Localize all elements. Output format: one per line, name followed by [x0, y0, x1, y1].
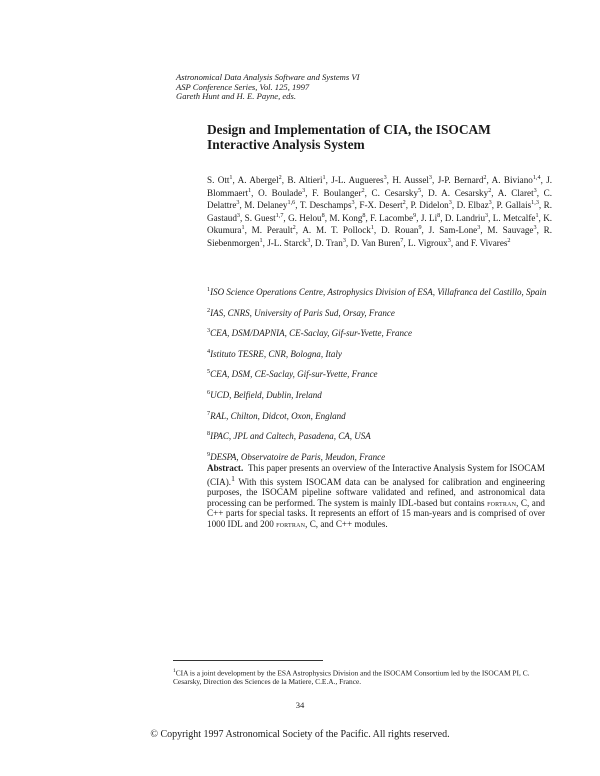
author-affiliation-mark: 1: [322, 174, 326, 181]
footnote-text: CIA is a joint development by the ESA Astrophysics Division and the ISOCAM Consortium led by the ISOCAM PI, C. Cesarsky, Direction des Sciences de la Matiere, C.E.A., France.: [173, 668, 530, 687]
author: [359, 200, 405, 210]
author-name: J-L. Augueres: [331, 175, 384, 186]
author-name: F. Lacombe: [370, 212, 414, 223]
author-name: D. Elbaz: [456, 200, 489, 211]
abstract: [207, 463, 545, 529]
author-affiliation-mark: 9: [413, 211, 417, 219]
author-name: O. Boulade: [258, 187, 303, 198]
author: [372, 188, 422, 198]
author-name: T. Deschamps: [299, 200, 352, 211]
header-line-3: Gareth Hunt and H. E. Payne, eds.: [176, 91, 296, 102]
author-name: R. Gastaud: [207, 200, 553, 223]
author: [300, 200, 355, 210]
author: [245, 213, 284, 223]
author: [408, 238, 451, 248]
affiliation-text: IPAC, JPL and Caltech, Pasadena, CA, USA: [210, 431, 371, 442]
author: [207, 175, 233, 185]
author-name: A. Biviano: [491, 175, 533, 186]
affiliation-text: RAL, Chilton, Didcot, Oxon, England: [210, 410, 346, 421]
author-affiliation-mark: 3: [383, 174, 387, 181]
affiliation-text: CEA, DSM/DAPNIA, CE-Saclay, Gif-sur-Yvette, France: [210, 328, 413, 339]
author-name: J-P. Bernard: [437, 175, 484, 186]
affiliation: [207, 284, 552, 298]
author-name: C. Delattre: [207, 187, 553, 211]
author: [438, 175, 487, 185]
fortran-term: fortran: [276, 518, 306, 529]
author-name: H. Aussel: [392, 175, 429, 186]
affiliation-number: 4: [207, 347, 211, 355]
author-name: C. Cesarsky: [371, 187, 419, 198]
footnote-mark: 1: [231, 473, 235, 483]
author-name: G. Helou: [288, 212, 322, 223]
footnote-number: 1: [173, 668, 176, 674]
author-name: F-X. Desert: [359, 200, 403, 211]
author: [302, 225, 374, 235]
author-name: J. Blommaert: [207, 175, 553, 198]
author-name: S. Guest: [244, 212, 276, 223]
author-name: M. Delaney: [244, 200, 288, 211]
affiliation-text: DESPA, Observatoire de Paris, Meudon, France: [210, 451, 386, 462]
author: [244, 200, 295, 210]
author-name: J. Li: [420, 212, 438, 223]
author-name: L. Vigroux: [407, 238, 448, 249]
author-affiliation-mark: 2: [402, 199, 406, 207]
footnote: [173, 667, 545, 686]
author-name: B. Altieri: [287, 175, 323, 186]
author: [267, 238, 310, 248]
author: [421, 213, 440, 223]
author-name: J. Sam-Lone: [428, 225, 478, 236]
affiliation-text: IAS, CNRS, University of Paris Sud, Orsay, France: [210, 307, 395, 318]
affiliation: [207, 449, 552, 463]
author-name: F. Boulanger: [312, 187, 362, 198]
author-name: L. Metcalfe: [492, 212, 536, 223]
page-number: 34: [295, 700, 305, 710]
author-list: S. Ott$^1$, A. Abergel$^2$, B. Altieri$^1$, J-L. Augueres$^3$, H. Aussel$^3$, J-P. Bernard$^2$, A. Biviano$^{1,4}$, J. Blommaert$^1$, O. Boulade$^3$, F. Boulanger$^2$, C. Cesarsky$^5$, D. A. Cesarsky$^2$, A. Claret$^3$, C. Delattre$^3$, M. Delaney$^{1,6}$, T. Deschamps$^3$, F-X. Desert$^2$, P. Didelon$^3$, D. Elbaz$^3$, P. Gallais$^{1,3}$, R. Gastaud$^3$, S. Guest$^{1,7}$, G. Helou$^8$, M. Kong$^8$, F. Lacombe$^9$, J. Li$^8$, D. Landriu$^3$, L. Metcalfe$^1$, K. Okumura$^1$, M. Perault$^2$, A. M. T. Pollock$^1$, D. Rouan$^9$, J. Sam-Lone$^3$, M. Sauvage$^3$, R. Siebenmorgen$^1$, J-L. Starck$^3$, D. Tran$^3$, D. Van Buren$^7$, L. Vigroux$^3$, and F. Vivares$^2$: [207, 174, 553, 249]
author-affiliation-mark: 2: [488, 186, 492, 194]
author: [288, 213, 325, 223]
author-affiliation-mark: 1: [229, 174, 233, 181]
affiliation-number: 8: [207, 430, 211, 438]
abstract-text-3: , C, and C++ parts for special tasks. It represents an effort of 15 man-years and is comprised of over 1000 IDL and 200: [207, 497, 545, 529]
author-affiliation-mark: 5: [418, 186, 422, 194]
affiliation-text: ISO Science Operations Centre, Astrophysics Division of ESA, Villafranca del Castillo, Spain: [210, 287, 547, 297]
copyright-notice: © Copyright 1997 Astronomical Society of the Pacific. All rights reserved.: [150, 729, 450, 740]
author-name: P. Didelon: [410, 200, 449, 211]
abstract-text-4: , C, and C++ modules.: [305, 518, 388, 529]
author: [258, 188, 305, 198]
author-name: A. M. T. Pollock: [302, 225, 371, 236]
abstract-text-1: This paper presents an overview of the Interactive Analysis System for ISOCAM (CIA).: [207, 463, 546, 487]
affiliation-text: CEA, DSM, CE-Saclay, Gif-sur-Yvette, France: [210, 369, 378, 380]
author-affiliation-mark: 3: [236, 199, 240, 207]
author-affiliation-mark: 1: [370, 224, 374, 232]
author-affiliation-mark: 1: [259, 236, 263, 244]
affiliation-number: 7: [207, 409, 211, 417]
author: [252, 225, 296, 235]
author: [392, 175, 432, 185]
abstract-label: Abstract.: [207, 463, 244, 473]
affiliation-number: 3: [207, 327, 211, 335]
conference-header: [176, 73, 359, 102]
author: [445, 213, 488, 223]
author: [381, 225, 422, 235]
author-affiliation-mark: 1,6: [287, 199, 296, 207]
author: [238, 175, 282, 185]
author-affiliation-mark: 3: [428, 174, 433, 181]
author-affiliation-mark: 2: [361, 186, 365, 194]
author-name: S. Ott: [207, 175, 230, 186]
author-affiliation-mark: 2: [507, 236, 511, 244]
author-name: P. Gallais: [496, 200, 532, 211]
affiliation: [207, 366, 552, 380]
header-line-2: ASP Conference Series, Vol. 125, 1997: [176, 81, 310, 92]
affiliation: [207, 346, 552, 360]
author-name: D. Rouan: [380, 225, 419, 236]
author: [429, 225, 481, 235]
author: [312, 188, 364, 198]
author: [497, 200, 539, 210]
author: [455, 238, 510, 248]
author: [411, 200, 452, 210]
author-name: R. Siebenmorgen: [207, 225, 553, 249]
affiliation-text: Istituto TESRE, CNR, Bologna, Italy: [210, 348, 342, 359]
author-affiliation-mark: 2: [278, 174, 282, 181]
author: [457, 200, 492, 210]
header-line-1: Astronomical Data Analysis Software and Systems VI: [176, 72, 360, 82]
author-name: D. Tran: [314, 238, 343, 249]
author: [315, 238, 346, 248]
affiliation-number: 1: [207, 286, 211, 293]
author-affiliation-mark: 1: [248, 186, 252, 194]
author: [492, 175, 541, 185]
author-name: M. Kong: [329, 212, 363, 223]
author-affiliation-mark: 1: [535, 211, 539, 219]
author: [493, 213, 539, 223]
author-name: J-L. Starck: [267, 238, 308, 249]
author-affiliation-mark: 3: [236, 211, 240, 219]
author-affiliation-mark: 1,7: [275, 211, 284, 219]
author-name: A. Claret: [497, 187, 534, 198]
author-affiliation-mark: 8: [321, 211, 325, 219]
author-affiliation-mark: 8: [362, 211, 366, 219]
author-affiliation-mark: 2: [483, 174, 487, 181]
author: [487, 225, 536, 235]
footnote-rule: [173, 660, 323, 661]
author: [350, 238, 403, 248]
author-affiliation-mark: 3: [448, 199, 452, 207]
author-name: M. Perault: [251, 225, 293, 236]
affiliation: [207, 305, 552, 319]
author-name: D. Landriu: [444, 212, 486, 223]
title-line-1: Design and Implementation of CIA, the ISOCAM: [207, 122, 491, 137]
author-affiliation-mark: 3: [533, 186, 537, 194]
affiliation-number: 2: [207, 306, 211, 314]
author-affiliation-mark: 7: [400, 236, 404, 244]
affiliation-number: 5: [207, 368, 211, 376]
author-affiliation-mark: 3: [351, 199, 355, 207]
author-affiliation-mark: 3: [342, 236, 346, 244]
author-affiliation-mark: 1: [241, 224, 245, 232]
author: [370, 213, 416, 223]
author: [498, 188, 537, 198]
author-name: K. Okumura: [207, 212, 553, 236]
affiliation: [207, 408, 552, 422]
fortran-term: fortran: [487, 497, 517, 508]
author-affiliation-mark: 3: [485, 211, 489, 219]
author-affiliation-mark: 3: [447, 236, 451, 244]
author-name: and F. Vivares: [455, 238, 508, 249]
author: [287, 175, 325, 185]
author-affiliation-mark: 8: [437, 211, 441, 219]
author-name: M. Sauvage: [487, 225, 534, 236]
affiliation: [207, 387, 552, 401]
affiliation: [207, 325, 552, 339]
author-affiliation-mark: 9: [418, 224, 422, 232]
affiliation-number: 6: [207, 388, 211, 396]
author-affiliation-mark: 3: [307, 236, 311, 244]
author: [329, 213, 365, 223]
affiliation-number: 9: [207, 450, 211, 458]
abstract-text-2: With this system ISOCAM data can be analysed for calibration and engineering purposes, the ISOCAM pipeline software validated and refined, and astronomical data processing can be performed. The system is mainly IDL-based but contains: [207, 476, 545, 508]
author: [428, 188, 491, 198]
author: [331, 175, 386, 185]
author-affiliation-mark: 1,4: [532, 174, 541, 181]
author-affiliation-mark: 3: [533, 224, 537, 232]
author-name: D. A. Cesarsky: [428, 187, 489, 198]
author-name: A. Abergel: [237, 175, 279, 186]
affiliation-text: UCD, Belfield, Dublin, Ireland: [210, 389, 322, 400]
title-line-2: Interactive Analysis System: [207, 136, 365, 152]
author-name: D. Van Buren: [350, 238, 401, 249]
author-affiliation-mark: 3: [488, 199, 492, 207]
affiliation: [207, 428, 552, 442]
author-affiliation-mark: 3: [477, 224, 481, 232]
author-affiliation-mark: 1,3: [531, 199, 539, 207]
author-affiliation-mark: 2: [292, 224, 296, 232]
author-affiliation-mark: 3: [302, 186, 306, 194]
affiliation-list: [207, 284, 552, 469]
paper-title: [207, 123, 567, 152]
